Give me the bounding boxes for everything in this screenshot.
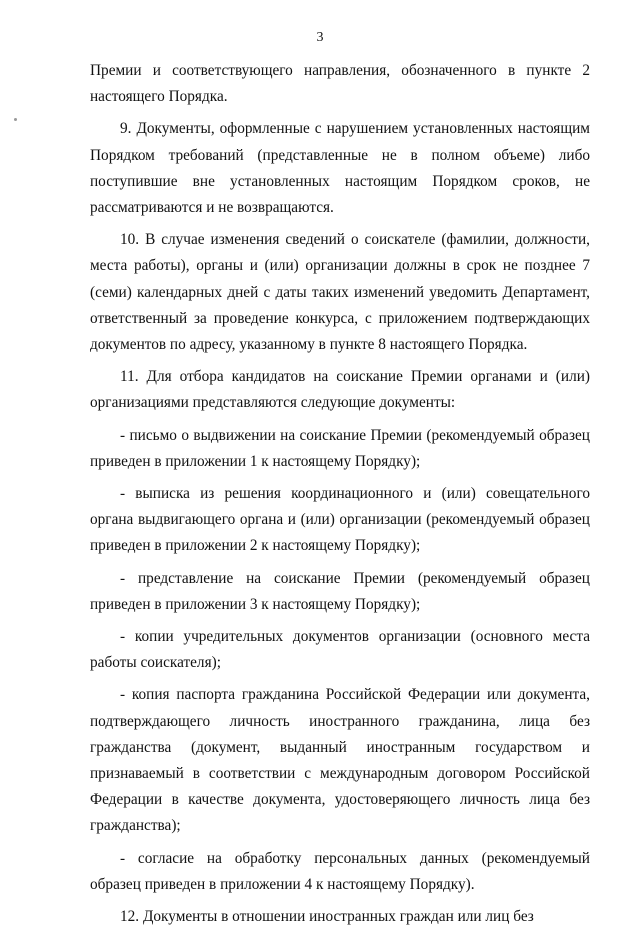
list-item-charter-copies: - копии учредительных документов организации (основного места работы соискателя); xyxy=(90,628,590,672)
scan-speck xyxy=(14,118,17,121)
list-item-consent: - согласие на обработку персональных данных (рекомендуемый образец приведен в приложении 4 к настоящему Порядку). xyxy=(90,849,590,893)
list-item-nomination: - представление на соискание Премии (рекомендуемый образец приведен в приложении 3 к настоящему Порядку); xyxy=(90,569,590,613)
list-item-passport-copy: - копия паспорта гражданина Российской Федерации или документа, подтверждающего личность иностранного гражданина, лица без гражданства (документ, выданный иностранным государством и признаваемый в соответствии с международным договором Российской Федерации в качестве документа, удостоверяющего личность лица без гражданства); xyxy=(90,686,590,835)
paragraph-continuation: Премии и соответствующего направления, обозначенного в пункте 2 настоящего Порядка. xyxy=(90,62,590,106)
paragraph-10: 10. В случае изменения сведений о соискателе (фамилии, должности, места работы), органы и (или) организации должны в срок не позднее 7 (семи) календарных дней с даты таких изменений уведомить Департамент, ответственный за проведение конкурса, с приложением подтверждающих документов по адресу, указанному в пункте 8 настоящего Порядка. xyxy=(90,231,590,354)
list-item-extract: - выписка из решения координационного и (или) совещательного органа выдвигающего органа и (или) организации (рекомендуемый образец приведен в приложении 2 к настоящему Порядку); xyxy=(90,485,590,555)
paragraph-9: 9. Документы, оформленные с нарушением установленных настоящим Порядком требований (представленные не в полном объеме) либо поступившие вне установленных настоящим Порядком сроков, не рассматриваются и не возвращаются. xyxy=(90,120,590,217)
paragraph-11: 11. Для отбора кандидатов на соискание Премии органами и (или) организациями представляются следующие документы: xyxy=(90,368,590,412)
page-number: 3 xyxy=(316,30,324,45)
paragraph-12: 12. Документы в отношении иностранных граждан или лиц без xyxy=(120,908,534,926)
list-item-letter: - письмо о выдвижении на соискание Премии (рекомендуемый образец приведен в приложении 1 к настоящему Порядку); xyxy=(90,426,590,470)
document-body xyxy=(90,58,590,936)
